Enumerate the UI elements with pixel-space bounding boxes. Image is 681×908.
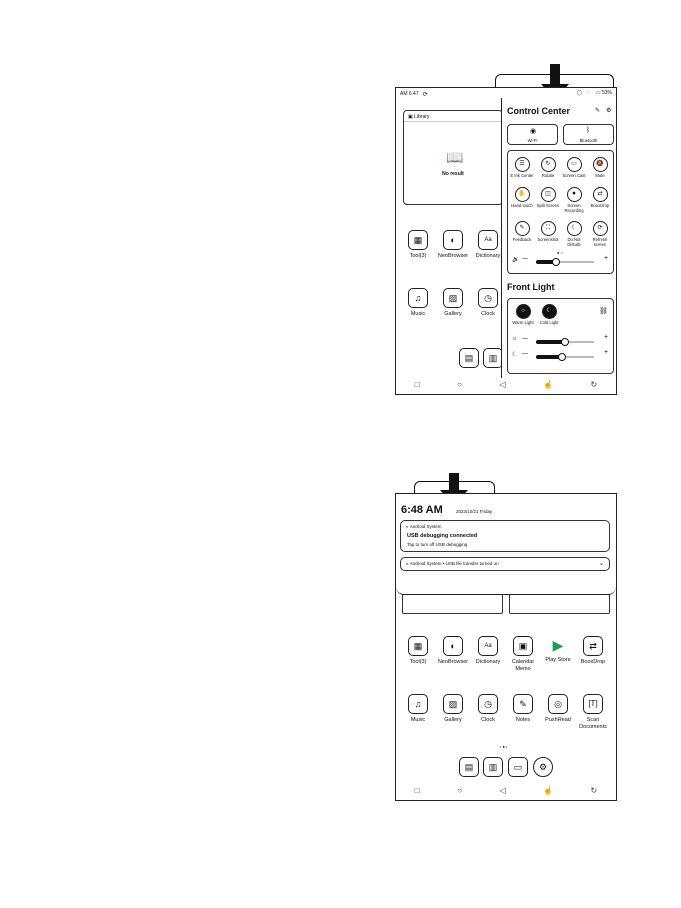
widget-right[interactable] [509, 594, 610, 614]
settings-icon[interactable]: ⚙ [606, 108, 612, 114]
app-notes[interactable]: ✎ Notes [506, 694, 540, 724]
home-icon[interactable]: ○ [457, 379, 462, 389]
warm-slider-icon: ☼ [512, 336, 518, 342]
app-play-store[interactable]: ▶ Play Store [545, 636, 571, 663]
app-music[interactable]: ♫ Music [401, 288, 435, 318]
page-dots: ● ○ [557, 250, 563, 255]
refresh-icon: ⟳ [593, 221, 608, 236]
mute-icon: 🔕 [593, 157, 608, 172]
wifi-toggle[interactable]: ◉ Wi-Fi [507, 124, 558, 145]
app-booxdrop[interactable]: ⇄ BooxDrop [576, 636, 610, 666]
book-icon: 📖 [446, 149, 464, 165]
status-time: AM 6:47 [400, 91, 419, 97]
rotate-icon: ↻ [541, 157, 556, 172]
notification-shade [396, 494, 616, 595]
refresh-nav-icon[interactable]: ↻ [590, 379, 598, 389]
app-scan-documents[interactable]: [T] Scan Documents [576, 694, 610, 730]
screenshot-icon: ⛶ [541, 221, 556, 236]
feedback-icon: ✎ [515, 221, 530, 236]
back-icon[interactable]: ◁ [499, 379, 506, 389]
clock-icon: ◷ [478, 694, 498, 714]
top-arrow-shaft [550, 64, 560, 86]
notification-usb-debugging[interactable] [400, 520, 610, 552]
cold-slider-icon: ☾ [512, 352, 518, 358]
status-icons-right [576, 90, 612, 96]
control-center-panel [501, 98, 617, 378]
notification-source: Android System [409, 524, 442, 529]
bluetooth-icon: ᛒ [586, 127, 591, 134]
quick-settings-grid: ☰ E Ink Center ↻ Rotate ▭ Screen Cast 🔕 Mute ✋ Hand touch ◫ Split Screen ⏺ Screen Recording ⇄ BooxDrop ✎ Feedback ⛶ Screenshot ☾ Do Not Disturb ⟳ Refresh screen ● ○ 🔈 — + [507, 150, 614, 274]
app-dictionary[interactable]: Aa Dictionary [471, 636, 505, 666]
scan-icon: [T] [583, 694, 603, 714]
hand-icon: ✋ [515, 187, 530, 202]
dock-settings-icon[interactable]: ⚙ [533, 757, 553, 777]
play-store-icon: ▶ [552, 636, 564, 653]
shade-time: 6:48 AM [401, 504, 443, 516]
app-calendar-memo[interactable]: ▣ Calendar Memo [506, 636, 540, 672]
cast-icon: ▭ [567, 157, 582, 172]
app-neobrowser[interactable]: ◐ NeoBrowser [436, 230, 470, 260]
browser-icon: ◐ [443, 636, 463, 656]
volume-icon: 🔈 [512, 257, 520, 263]
app-clock[interactable]: ◷ Clock [471, 288, 505, 318]
control-center-title: Control Center [507, 106, 570, 116]
booxdrop-icon: ⇄ [583, 636, 603, 656]
booxdrop-button[interactable]: ⇄ BooxDrop [587, 187, 613, 209]
chevron-down-icon[interactable]: ⌄ [598, 561, 604, 567]
notification-body: Tap to turn off USB debugging [407, 542, 468, 547]
link-icon[interactable]: ⛓ [599, 308, 608, 315]
eink-center-button[interactable]: ☰ E Ink Center [509, 157, 535, 179]
screenshot-button[interactable]: ⛶ Screenshot [535, 221, 561, 243]
edit-icon[interactable]: ✎ [595, 108, 601, 114]
gallery-icon: ▨ [443, 288, 463, 308]
cold-light-button[interactable]: ☾ Cold Light [536, 304, 562, 326]
booxdrop-icon: ⇄ [593, 187, 608, 202]
app-neobrowser[interactable]: ◐ NeoBrowser [436, 636, 470, 666]
touch-icon[interactable]: ☝ [543, 379, 553, 389]
notification-text: Android System • USB file transfer turned on [409, 561, 499, 566]
shade-date: 2023/10/21 Friday [456, 509, 493, 514]
nav-bar [396, 374, 616, 394]
dictionary-icon: Aa [478, 230, 498, 250]
mute-button[interactable]: 🔕 Mute [587, 157, 613, 179]
do-not-disturb-button[interactable]: ☾ Do Not Disturb [561, 221, 587, 248]
android-icon: ◐ [406, 524, 409, 529]
widget-left[interactable] [402, 594, 503, 614]
screen-cast-button[interactable]: ▭ Screen Cast [561, 157, 587, 179]
warm-plus-icon[interactable]: + [604, 334, 609, 341]
refresh-nav-icon[interactable]: ↻ [590, 785, 598, 795]
music-icon: ♫ [408, 694, 428, 714]
tool-icon: ▦ [408, 636, 428, 656]
browser-icon: ◐ [443, 230, 463, 250]
warm-light-slider[interactable] [536, 341, 594, 343]
dock-folder-icon[interactable]: ▭ [508, 757, 528, 777]
library-widget[interactable] [403, 110, 503, 205]
front-light-panel: ○ Warm Light ☾ Cold Light ⛓ ☼ — + ☾ — + [507, 298, 614, 374]
cold-plus-icon[interactable]: + [604, 349, 609, 356]
library-title-row [408, 114, 429, 120]
dictionary-icon: Aa [478, 636, 498, 656]
warm-light-button[interactable]: ○ Warm Light [510, 304, 536, 326]
cold-light-icon: ☾ [542, 304, 557, 319]
app-tool[interactable]: ▦ Tool(3) [401, 636, 435, 666]
nav-bar [396, 780, 616, 800]
volume-plus-icon[interactable]: + [604, 255, 609, 262]
moon-icon: ☾ [567, 221, 582, 236]
tool-icon: ▦ [408, 230, 428, 250]
eink-icon: ☰ [515, 157, 530, 172]
notes-icon: ✎ [513, 694, 533, 714]
dock-library-icon[interactable]: ▤ [459, 757, 479, 777]
clock-icon: ◷ [478, 288, 498, 308]
refresh-screen-button[interactable]: ⟳ Refresh screen [587, 221, 613, 248]
home-icon[interactable]: ○ [457, 785, 462, 795]
front-light-title: Front Light [507, 282, 555, 292]
bottom-device-screen [395, 493, 617, 801]
split-screen-button[interactable]: ◫ Split Screen [535, 187, 561, 209]
app-pushread[interactable]: ◎ PushRead [541, 694, 575, 724]
dock-stats-icon[interactable]: ▥ [483, 348, 503, 368]
cold-light-slider[interactable] [536, 356, 594, 358]
app-dictionary[interactable]: Aa Dictionary [471, 230, 505, 260]
hand-touch-button[interactable]: ✋ Hand touch [509, 187, 535, 209]
app-tool[interactable]: ▦ Tool(3) [401, 230, 435, 260]
page-dots: • ● • [500, 744, 508, 749]
bluetooth-toggle[interactable]: ᛒ Bluetooth [563, 124, 614, 145]
dock-stats-icon[interactable]: ▥ [483, 757, 503, 777]
app-clock[interactable]: ◷ Clock [471, 694, 505, 724]
battery-level: 53% [601, 90, 612, 96]
split-icon: ◫ [541, 187, 556, 202]
app-gallery[interactable]: ▨ Gallery [436, 288, 470, 318]
recents-icon[interactable]: □ [414, 785, 420, 795]
app-gallery[interactable]: ▨ Gallery [436, 694, 470, 724]
recents-icon[interactable]: □ [414, 379, 420, 389]
alarm-icon: ◯ [576, 90, 583, 96]
feedback-button[interactable]: ✎ Feedback [509, 221, 535, 243]
top-device-screen [395, 87, 617, 395]
music-icon: ♫ [408, 288, 428, 308]
gallery-icon: ▨ [443, 694, 463, 714]
volume-slider[interactable] [536, 261, 594, 263]
circle-icon: ◌ [587, 90, 591, 96]
app-music[interactable]: ♫ Music [401, 694, 435, 724]
library-title: Library [414, 114, 430, 120]
library-icon: ▣ [408, 114, 413, 120]
back-icon[interactable]: ◁ [499, 785, 506, 795]
battery-icon: ▭ [595, 90, 601, 96]
pushread-icon: ◎ [548, 694, 568, 714]
warm-light-icon: ○ [516, 304, 531, 319]
notification-title: USB debugging connected [407, 533, 478, 539]
screen-recording-button[interactable]: ⏺ Screen Recording [561, 187, 587, 214]
calendar-icon: ▣ [513, 636, 533, 656]
android-icon: ◐ [406, 561, 409, 566]
sync-icon: ⟳ [422, 91, 428, 98]
record-icon: ⏺ [567, 187, 582, 202]
dock-library-icon[interactable]: ▤ [459, 348, 479, 368]
notification-usb-transfer[interactable] [400, 557, 610, 571]
library-empty-text: No result [442, 171, 464, 177]
touch-icon[interactable]: ☝ [543, 785, 553, 795]
rotate-button[interactable]: ↻ Rotate [535, 157, 561, 179]
wifi-icon: ◉ [530, 128, 537, 135]
